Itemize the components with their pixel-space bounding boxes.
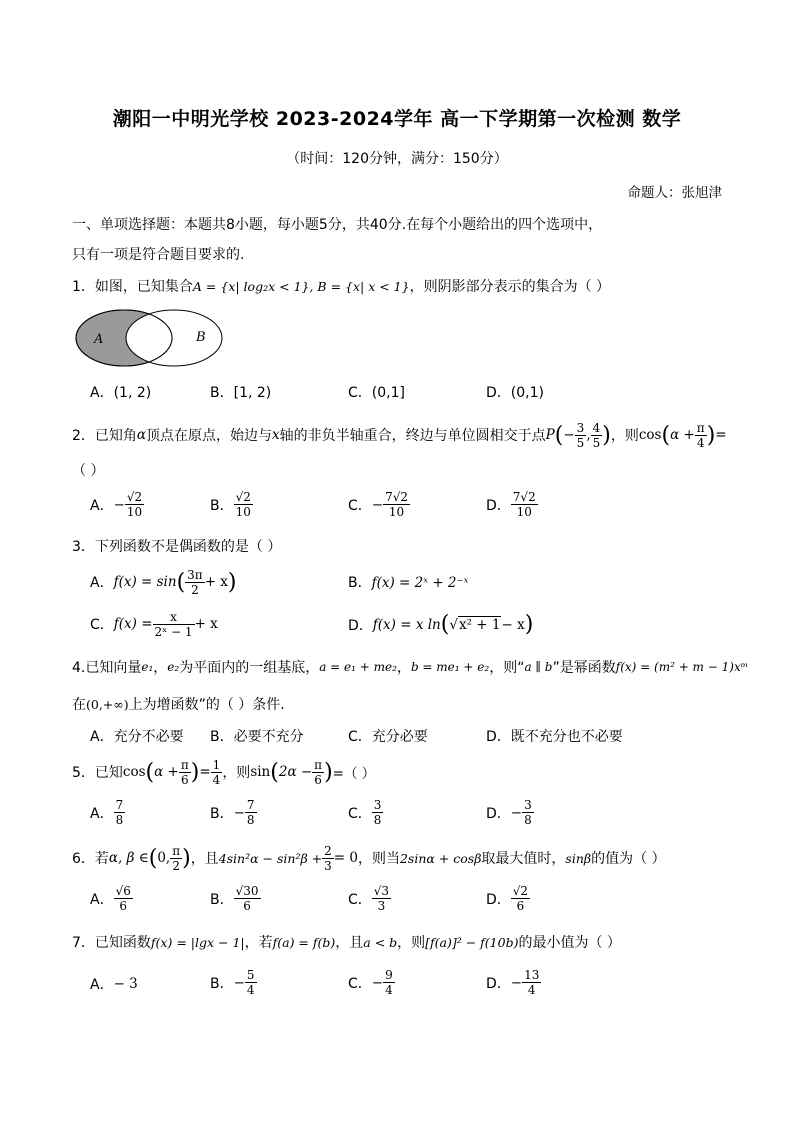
q1-option-c: C．(0,1] bbox=[348, 385, 405, 401]
q7-option-a: A． − 3 bbox=[90, 976, 138, 993]
venn-label-a: A bbox=[94, 332, 104, 347]
q2-text-1: 2．已知角 bbox=[72, 428, 137, 444]
question-1 bbox=[72, 276, 610, 296]
q2-option-c: C． − $\frac{7√2}{10}$ bbox=[348, 490, 409, 519]
q2-frac-x: $\frac{3}{5}$ bbox=[576, 420, 585, 450]
q2-option-b: B． $\frac{√2}{10}$ bbox=[210, 490, 251, 519]
q5-option-b: B． − $\frac{7}{8}$ bbox=[210, 798, 255, 827]
exam-info: （时间：120分钟，满分：150分） bbox=[286, 151, 508, 167]
section-heading-line2: 只有一项是符合题目要求的. bbox=[72, 247, 245, 263]
q3-option-b: B．f(x) = 2ˣ + 2⁻ˣ bbox=[348, 575, 469, 591]
q1-prefix: 1．如图，已知集合 bbox=[72, 279, 193, 295]
venn-label-b: B bbox=[196, 330, 206, 345]
q6-option-a: A． $\frac{√6}{6}$ bbox=[90, 884, 131, 913]
q7-option-b: B． − $\frac{5}{4}$ bbox=[210, 968, 255, 997]
q4-option-d: D．既不充分也不必要 bbox=[486, 729, 623, 745]
q3-option-c: C． f(x) = $\frac{x}{\text{2ˣ − 1}}$ + x bbox=[90, 609, 218, 639]
q6-option-b: B． $\frac{√30}{6}$ bbox=[210, 884, 259, 913]
question-6: 6．若 α, β ∈ ( 0, $\frac{\pi}{2}$ ) ，且 4sin²α − sin²β + $\frac{2}{3}$ = 0 ，则当 2sinα + cosβ 取最大值时， sinβ 的值为（ ） bbox=[72, 843, 666, 873]
q5-option-c: C． $\frac{3}{8}$ bbox=[348, 798, 382, 827]
q4-option-a: A．充分不必要 bbox=[90, 729, 184, 745]
q2-frac-pi: $\frac{\pi}{4}$ bbox=[696, 420, 705, 450]
q5-option-d: D． − $\frac{3}{8}$ bbox=[486, 798, 532, 827]
q1-option-b: B．[1, 2) bbox=[210, 385, 272, 401]
q7-option-d: D． − $\frac{13}{4}$ bbox=[486, 968, 540, 997]
question-4-line1: 4.已知向量 e₁ ， e₂ 为平面内的一组基底， a = e₁ + me₂ ， b = me₁ + e₂ ，则“ a ∥ b ”是幂函数 f(x) = (m² + m − 1)xᵐ bbox=[72, 660, 749, 676]
q2-text-4: ，则 bbox=[610, 428, 639, 444]
q4-option-c: C．充分必要 bbox=[348, 729, 428, 745]
q5-option-a: A． $\frac{7}{8}$ bbox=[90, 798, 124, 827]
q2-text-2: 顶点在原点，始边与 bbox=[146, 428, 273, 444]
question-3: 3．下列函数不是偶函数的是（ ） bbox=[72, 539, 282, 555]
q3-option-d: D． f(x) = x ln ( √ x² + 1 − x ) bbox=[348, 612, 534, 637]
section-heading-line1: 一、单项选择题：本题共8小题，每小题5分，共40分.在每个小题给出的四个选项中， bbox=[72, 217, 603, 233]
q2-option-a: A． − $\frac{√2}{10}$ bbox=[90, 490, 143, 519]
q2-x: x bbox=[272, 427, 280, 443]
q2-blank: （ ） bbox=[72, 463, 105, 479]
question-5: 5．已知 cos ( α + $\frac{\pi}{6}$ ) = $\frac{1}{4}$ ，则 sin ( 2α − $\frac{\pi}{6}$ ) =（ ） bbox=[72, 757, 376, 787]
q1-option-a: A．(1, 2) bbox=[90, 385, 152, 401]
q4-option-b: B．必要不充分 bbox=[210, 729, 304, 745]
q6-option-c: C． $\frac{√3}{3}$ bbox=[348, 884, 390, 913]
q1-sets: A = {x| log₂x < 1}, B = {x| x < 1} bbox=[192, 279, 410, 294]
q3-option-a: A． f(x) = sin ( $\frac{3\pi}{2}$ + x ) bbox=[90, 567, 237, 597]
q2-cos: cos bbox=[638, 427, 662, 443]
q2-point-p: P bbox=[545, 427, 555, 443]
question-4-line2: 在(0,+∞)上为增函数”的（ ）条件. bbox=[72, 697, 285, 713]
venn-diagram bbox=[72, 306, 224, 372]
q1-option-d: D．(0,1) bbox=[486, 385, 544, 401]
q6-option-d: D． $\frac{√2}{6}$ bbox=[486, 884, 529, 913]
page-title: 潮阳一中明光学校 2023-2024学年 高一下学期第一次检测 数学 bbox=[112, 108, 682, 130]
q2-frac-y: $\frac{4}{5}$ bbox=[592, 420, 601, 450]
author-line: 命题人：张旭津 bbox=[627, 185, 722, 201]
q1-suffix: ，则阴影部分表示的集合为（ ） bbox=[409, 279, 611, 295]
q7-option-c: C． − $\frac{9}{4}$ bbox=[348, 968, 393, 997]
question-7: 7．已知函数 f(x) = |lgx − 1| ，若 f(a) = f(b) ，且 a < b ，则 [f(a)]² − f(10b) 的最小值为（ ） bbox=[72, 934, 621, 951]
q2-text-3: 轴的非负半轴重合，终边与单位圆相交于点 bbox=[279, 428, 546, 444]
question-2: 2．已知角 α 顶点在原点，始边与 x 轴的非负半轴重合，终边与单位圆相交于点 P ( − $\frac{3}{5}$ , $\frac{4}{5}$ ) ，则 cos ( α + $\frac{\pi}{4}$ ) = bbox=[72, 420, 727, 450]
q2-alpha: α bbox=[136, 427, 147, 443]
q2-option-d: D． $\frac{7√2}{10}$ bbox=[486, 490, 536, 519]
